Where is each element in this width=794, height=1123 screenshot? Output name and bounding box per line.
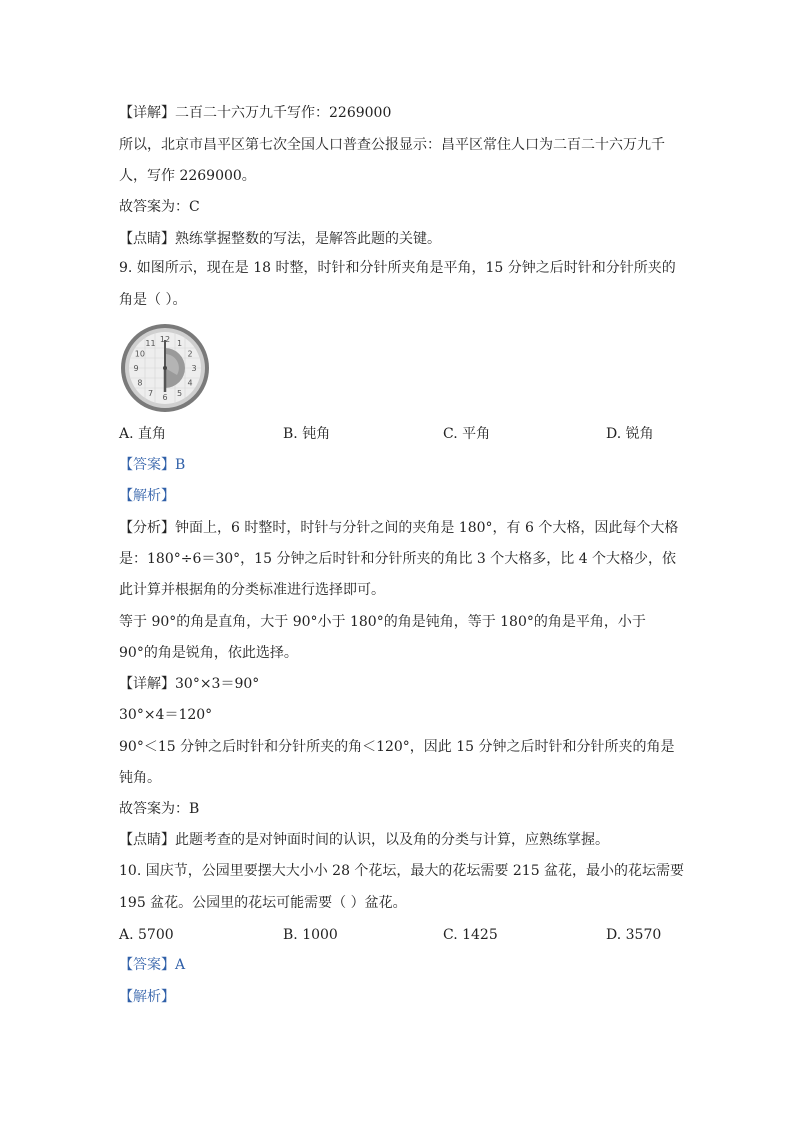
text-line: 30°×4＝120° — [119, 707, 213, 723]
text-line: 角是（ ）。 — [119, 292, 187, 308]
clock-numeral: 3 — [191, 364, 197, 373]
text-line: 90°＜15 分钟之后时针和分针所夹的角＜120°，因此 15 分钟之后时针和分针所夹的角是 — [119, 739, 675, 755]
clock-numeral: 11 — [145, 338, 156, 348]
text-line: 故答案为：B — [119, 801, 200, 817]
text-line: 等于 90°的角是直角，大于 90°小于 180°的角是钝角，等于 180°的角是平角，小于 — [119, 614, 646, 630]
option-c: C. 1425 — [443, 927, 498, 943]
clock-figure — [119, 322, 211, 414]
text-line: 【点睛】熟练掌握整数的写法，是解答此题的关键。 — [119, 231, 441, 247]
text-line: 【分析】钟面上，6 时整时，时针与分针之间的夹角是 180°，有 6 个大格，因此每个大格 — [119, 520, 679, 536]
text-line: 人，写作 2269000。 — [119, 168, 256, 184]
clock-numeral: 6 — [162, 393, 168, 402]
text-line: 【详解】30°×3＝90° — [119, 676, 260, 692]
text-line: 是：180°÷6＝30°，15 分钟之后时针和分针所夹的角比 3 个大格多，比 4 个大格少，依 — [119, 551, 677, 567]
clock-numeral: 1 — [176, 338, 183, 348]
clock-numeral: 4 — [187, 378, 193, 388]
clock-numeral: 10 — [134, 349, 145, 359]
question-9: 9. 如图所示，现在是 18 时整，时针和分针所夹角是平角，15 分钟之后时针和分针所夹的 — [119, 260, 676, 276]
text-line: 【详解】二百二十六万九千写作：2269000 — [119, 105, 392, 121]
text-line: 故答案为：C — [119, 199, 200, 215]
clock-numeral: 5 — [176, 389, 183, 399]
clock-center — [163, 366, 167, 370]
analysis-label: 【解析】 — [119, 989, 175, 1005]
answer-label: 【答案】A — [119, 957, 186, 973]
text-line: 钝角。 — [119, 770, 161, 786]
option-b: B. 1000 — [283, 927, 338, 943]
option-d: D. 锐角 — [606, 426, 654, 442]
clock-numeral: 7 — [147, 389, 154, 399]
answer-label: 【答案】B — [119, 457, 186, 473]
option-a: A. 直角 — [119, 426, 167, 442]
clock-numeral: 2 — [187, 349, 193, 359]
analysis-label: 【解析】 — [119, 488, 175, 504]
option-b: B. 钝角 — [283, 426, 331, 442]
clock-numeral: 8 — [137, 378, 143, 388]
option-c: C. 平角 — [443, 426, 491, 442]
text-line: 所以，北京市昌平区第七次全国人口普查公报显示：昌平区常住人口为二百二十六万九千 — [119, 137, 665, 153]
clock-numeral: 12 — [159, 335, 171, 344]
option-d: D. 3570 — [606, 927, 662, 943]
option-a: A. 5700 — [119, 927, 174, 943]
text-line: 90°的角是锐角，依此选择。 — [119, 645, 298, 661]
text-line: 【点睛】此题考查的是对钟面时间的认识，以及角的分类与计算，应熟练掌握。 — [119, 832, 609, 848]
clock-numeral: 9 — [133, 364, 139, 373]
question-10: 10. 国庆节，公园里要摆大大小小 28 个花坛，最大的花坛需要 215 盆花，最小的花坛需要 — [119, 863, 685, 879]
text-line: 195 盆花。公园里的花坛可能需要（ ）盆花。 — [119, 895, 407, 911]
text-line: 此计算并根据角的分类标准进行选择即可。 — [119, 582, 385, 598]
